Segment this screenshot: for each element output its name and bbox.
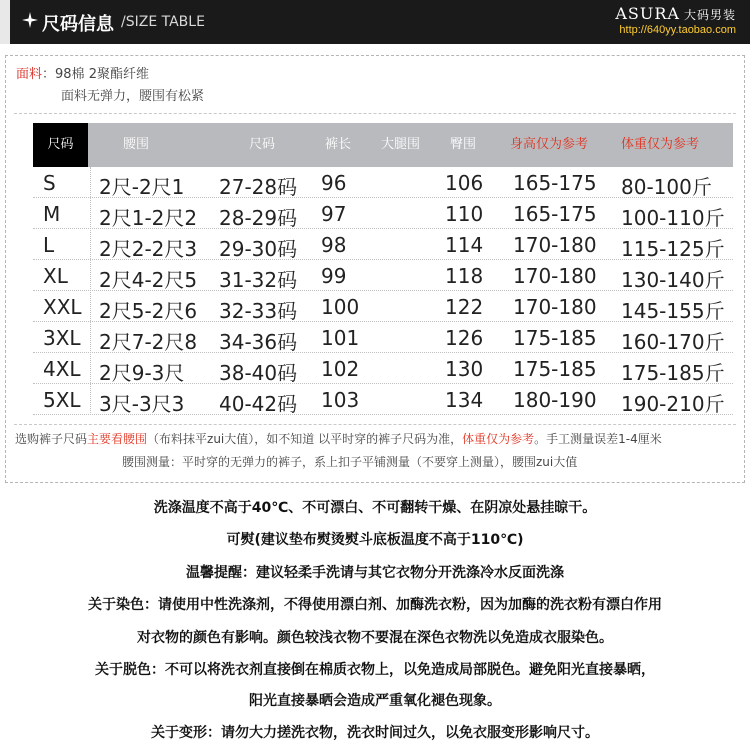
- note-part: 。手工测量误差1-4厘米: [534, 432, 662, 446]
- cell-hip: 106: [445, 171, 484, 195]
- cell-size-code: L: [43, 233, 55, 257]
- care-line: 洗涤温度不高于40℃、不可漂白、不可翻转干燥、在阴凉处悬挂晾干。: [153, 500, 597, 516]
- cell-hip: 122: [445, 295, 484, 319]
- cell-size-code: S: [43, 171, 56, 195]
- note-part: 选购裤子尺码: [15, 432, 88, 446]
- cell-size-code: 4XL: [43, 357, 81, 381]
- material-note: 面料无弹力，腰围有松紧: [61, 89, 205, 104]
- cell-size-number: 31-32码: [219, 268, 298, 292]
- care-line: 对衣物的颜色有影响。颜色较浅衣物不要混在深色衣物洗以免造成衣服染色。: [137, 630, 613, 646]
- cell-hip: 114: [445, 233, 484, 257]
- size-note: [15, 430, 662, 447]
- cell-height: 170-180: [513, 264, 597, 288]
- waist-measure-note: 腰围测量：平时穿的无弹力的裤子，系上扣子平铺测量（不要穿上测量），腰围zui大值: [122, 455, 578, 469]
- cell-weight: 160-170斤: [621, 330, 725, 354]
- cell-waist: 2尺9-3尺: [99, 361, 185, 385]
- care-line: 关于变形：请勿大力搓洗衣物，洗衣时间过久，以免衣服变形影响尺寸。: [151, 725, 599, 741]
- cell-hip: 118: [445, 264, 484, 288]
- cell-length: 100: [321, 295, 360, 319]
- table-row: [33, 167, 733, 198]
- header-bar: [0, 0, 750, 44]
- cell-weight: 80-100斤: [621, 175, 712, 199]
- note-highlight: 主要看腰围: [87, 432, 148, 446]
- brand-name: ASURA: [615, 4, 680, 23]
- material-info: [16, 64, 205, 104]
- cell-height: 175-185: [513, 326, 597, 350]
- cell-height: 170-180: [513, 295, 597, 319]
- header-waist: 腰围: [123, 137, 150, 152]
- cell-size-code: M: [43, 202, 61, 226]
- table-row: [33, 322, 733, 353]
- cell-weight: 115-125斤: [621, 237, 725, 261]
- table-row: [33, 229, 733, 260]
- cell-height: 170-180: [513, 233, 597, 257]
- cell-waist: 3尺-3尺3: [99, 392, 185, 416]
- care-line: 关于染色：请使用中性洗涤剂，不得使用漂白剂、加酶洗衣粉，因为加酶的洗衣粉有漂白作用: [88, 597, 662, 613]
- cell-length: 97: [321, 202, 347, 226]
- cell-hip: 126: [445, 326, 484, 350]
- divider: [14, 113, 736, 114]
- table-row: [33, 260, 733, 291]
- header-size-code: 尺码: [33, 123, 88, 167]
- cell-length: 98: [321, 233, 347, 257]
- cell-weight: 130-140斤: [621, 268, 725, 292]
- cell-size-code: 5XL: [43, 388, 81, 412]
- table-row: [33, 384, 733, 415]
- cell-waist: 2尺4-2尺5: [99, 268, 198, 292]
- cell-waist: 2尺2-2尺3: [99, 237, 198, 261]
- table-header: [33, 123, 733, 167]
- note-highlight: 体重仅为参考: [462, 432, 535, 446]
- brand-logo: [615, 4, 736, 23]
- cell-height: 165-175: [513, 202, 597, 226]
- cell-length: 102: [321, 357, 360, 381]
- cell-size-number: 27-28码: [219, 175, 298, 199]
- care-line: 温馨提醒：建议轻柔手洗请与其它衣物分开洗涤冷水反面洗涤: [186, 565, 564, 581]
- cell-size-number: 32-33码: [219, 299, 298, 323]
- cell-hip: 130: [445, 357, 484, 381]
- cell-size-number: 40-42码: [219, 392, 298, 416]
- cell-height: 175-185: [513, 357, 597, 381]
- cell-waist: 2尺7-2尺8: [99, 330, 198, 354]
- cell-weight: 190-210斤: [621, 392, 725, 416]
- divider: [14, 424, 736, 425]
- care-line: 可熨(建议垫布熨烫熨斗底板温度不高于110℃): [226, 532, 524, 548]
- brand-tagline: 大码男装: [683, 8, 736, 22]
- cell-length: 96: [321, 171, 347, 195]
- cell-waist: 2尺-2尺1: [99, 175, 185, 199]
- cell-length: 103: [321, 388, 360, 412]
- cell-height: 165-175: [513, 171, 597, 195]
- cell-size-number: 28-29码: [219, 206, 298, 230]
- cell-size-number: 38-40码: [219, 361, 298, 385]
- material-label: 面料: [16, 67, 43, 82]
- cell-size-code: XL: [43, 264, 68, 288]
- cell-size-code: XXL: [43, 295, 82, 319]
- table-row: [33, 353, 733, 384]
- table-row: [33, 291, 733, 322]
- cell-height: 180-190: [513, 388, 597, 412]
- table-row: [33, 198, 733, 229]
- cell-hip: 110: [445, 202, 484, 226]
- material-composition: ：98棉 2聚酯纤维: [42, 67, 149, 82]
- cell-size-code: 3XL: [43, 326, 81, 350]
- page-title-english: /SIZE TABLE: [121, 14, 205, 30]
- cell-length: 99: [321, 264, 347, 288]
- care-line: 关于脱色：不可以将洗衣剂直接倒在棉质衣物上，以免造成局部脱色。避免阳光直接暴晒，: [95, 662, 655, 678]
- cell-weight: 100-110斤: [621, 206, 725, 230]
- cell-length: 101: [321, 326, 360, 350]
- cell-weight: 145-155斤: [621, 299, 725, 323]
- page-title: 尺码信息: [42, 14, 114, 35]
- cell-waist: 2尺5-2尺6: [99, 299, 198, 323]
- cell-hip: 134: [445, 388, 484, 412]
- care-line: 阳光直接暴晒会造成严重氧化褪色现象。: [249, 693, 501, 709]
- cell-size-number: 34-36码: [219, 330, 298, 354]
- header-hip: 臀围: [450, 137, 477, 152]
- header-height: 身高仅为参考: [510, 137, 589, 152]
- header-size-number: 尺码: [249, 137, 276, 152]
- header-accent-strip: [0, 0, 10, 44]
- shop-url-link[interactable]: http://640yy.taobao.com: [619, 24, 736, 36]
- header-weight: 体重仅为参考: [621, 137, 700, 152]
- cell-size-number: 29-30码: [219, 237, 298, 261]
- cross-icon: [22, 12, 38, 28]
- cell-waist: 2尺1-2尺2: [99, 206, 198, 230]
- header-length: 裤长: [325, 137, 352, 152]
- cell-weight: 175-185斤: [621, 361, 725, 385]
- header-thigh: 大腿围: [381, 137, 421, 152]
- note-part: （布料抹平zui大值），如不知道 以平时穿的裤子尺码为准，: [147, 432, 463, 446]
